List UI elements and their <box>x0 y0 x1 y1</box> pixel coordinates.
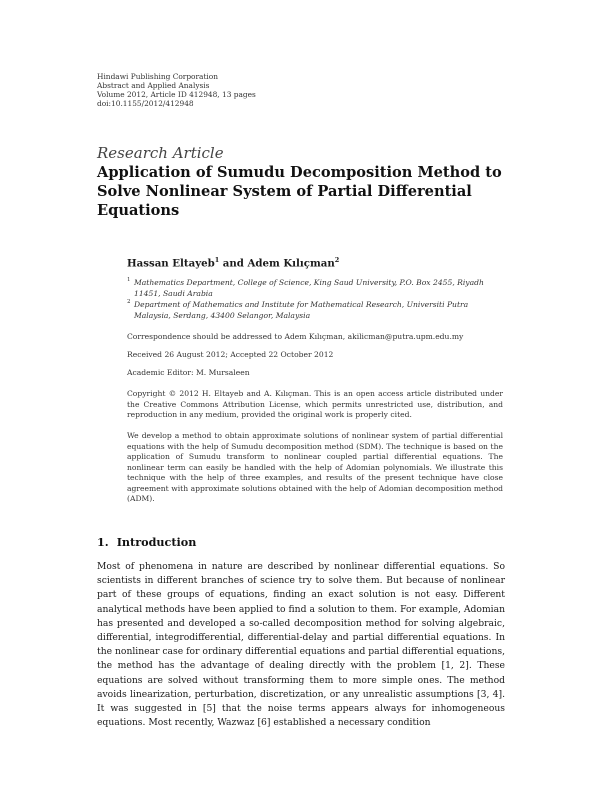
author-name: Adem Kılıçman <box>247 257 335 270</box>
volume-info: Volume 2012, Article ID 412948, 13 pages <box>97 90 256 99</box>
affiliation-text: Department of Mathematics and Institute for Mathematical Research, Universiti Putra Malaysia, Serdang, 43400 Selangor, Malaysia <box>134 300 469 320</box>
author-list <box>127 256 339 269</box>
section-title: Introduction <box>116 535 197 549</box>
journal-info <box>97 72 256 108</box>
affiliations <box>127 277 497 321</box>
author-name: Hassan Eltayeb <box>127 257 215 270</box>
received-dates: Received 26 August 2012; Accepted 22 October 2012 <box>127 350 334 359</box>
abstract: We develop a method to obtain approximate solutions of nonlinear system of partial differential equations with the help of Sumudu decomposition method (SDM). The technique is based on the application of Sumudu transform to nonlinear coupled partial differential equations. The nonlinear term can easily be handled with the help of Adomian polynomials. We illustrate this technique with the help of three examples, and results of the present technique have close agreement with approximate solutions obtained with the help of Adomian decomposition method (ADM). <box>127 431 503 503</box>
intro-paragraph: Most of phenomena in nature are described by nonlinear differential equations. So scientists in different branches of science try to solve them. But because of nonlinear part of these groups of equations, finding an exact solution is not easy. Different analytical methods have been applied to find a solution to them. For example, Adomian has presented and developed a so-called decomposition method for solving algebraic, differential, integrodifferential, differential-delay and partial differential equations. In the nonlinear case for ordinary differential equations and partial differential equations, the method has the advantage of dealing directly with the problem [1, 2]. These equations are solved without transforming them to more simple ones. The method avoids linearization, perturbation, discretization, or any unrealistic assumptions [3, 4]. It was suggested in [5] that the noise terms appears always for inhomogeneous equations. Most recently, Wazwaz [6] established a necessary condition <box>97 561 505 729</box>
affiliation-number: 2 <box>127 299 131 305</box>
section-heading <box>97 535 196 549</box>
paper-title: Application of Sumudu Decomposition Method to Solve Nonlinear System of Partial Differential Equations <box>97 164 502 219</box>
author-affil-mark: 1 <box>214 256 220 264</box>
author-separator: and <box>222 257 244 270</box>
affiliation-text: Mathematics Department, College of Science, King Saud University, P.O. Box 2455, Riyadh 11451, Saudi Arabia <box>134 278 484 298</box>
affiliation-number: 1 <box>127 277 131 283</box>
article-type: Research Article <box>97 144 224 162</box>
affiliation <box>127 299 497 321</box>
doi: doi:10.1155/2012/412948 <box>97 99 194 108</box>
journal-name: Abstract and Applied Analysis <box>97 81 210 90</box>
publisher: Hindawi Publishing Corporation <box>97 72 218 81</box>
affiliation <box>127 277 497 299</box>
correspondence: Correspondence should be addressed to Adem Kılıçman, akilicman@putra.upm.edu.my <box>127 332 464 341</box>
author-affil-mark: 2 <box>334 256 340 264</box>
academic-editor: Academic Editor: M. Mursaleen <box>127 368 250 377</box>
copyright-notice: Copyright © 2012 H. Eltayeb and A. Kılıçman. This is an open access article distributed under the Creative Commons Attribution License, which permits unrestricted use, distribution, and reproduction in any medium, provided the original work is properly cited. <box>127 389 503 419</box>
section-number: 1. <box>97 535 109 549</box>
